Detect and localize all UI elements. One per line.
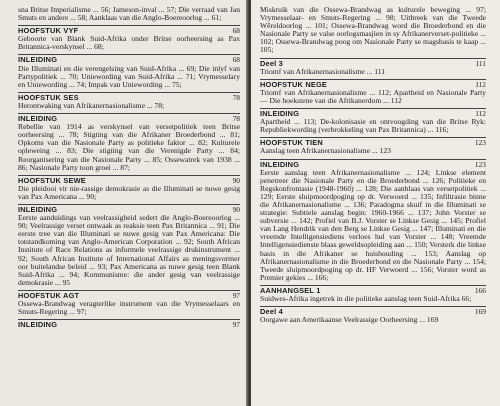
page-number: 68 [232,55,240,65]
page-number: 78 [232,114,240,124]
divider [260,58,486,59]
section-heading: INLEIDING [18,320,58,330]
section-heading: INLEIDING [18,204,58,214]
left-section-2 [18,54,240,88]
section-heading: INLEIDING [18,55,58,65]
left-section-3 [18,92,240,110]
section-heading: INLEIDING [260,159,300,169]
left-page [0,0,248,406]
right-section-4 [260,137,486,155]
page-number: 97 [232,320,240,330]
left-section-7 [18,290,240,316]
section-body: Herontwaking van Afrikanernasionalisme ... 78; [18,100,165,110]
right-top-text: Miskruik van die Ossewa-Brandwag as kulturele beweging ... 97; Vrymesselaar- en Smuts-Regering ... 98; Uitbreek van die Tweede Wêreldoorlog ... 101; Ossewa-Brandwag word die Broederbond en die Nasionale Party se valse oorlogsmasjien in sy Afrikanerverset-politieke ... 102; Ossewa-Brandwag poog om Nasionale Party se magsbasis te kaap ... 105; [260,5,486,55]
section-body: Ossewa-Brandwag veragterlike instrument van die Vrymesselaars en Smuts-Regering ... 97; [18,299,240,317]
section-heading: INLEIDING [18,114,58,124]
section-body: Eerste aanduidings van veelrassigheid sedert die Anglo-Boereoorlog ... 90; Veelrassige verset ontwaak as reaksie teen Pax Britannica ... 91; Die eerste tree van die Illuminati se nuwe gesig van Pax Americana: Die totstandkoming van Anglo-American Corporation ... 92; South African Institute of Race Relations as informele veelrassige drukinstrument ... 92; South African Institute of International Affairs as meningsvormer oor buitelandse beleid ... 93; Pax Americana as nuwe gesig teen Blank Suid-Afrika ... 94; Kommunisme: die ander gesig van veelrassige demokrasie ... 95 [18,213,240,287]
left-section-1 [18,25,240,51]
left-top-text: sna Britse Imperialisme ... 56; Jameson-inval ... 57; Die verraad van Jan Smuts en andere ... 58; Aanklaas van die Anglo-Boereoorlog ... 61; [18,5,240,23]
section-heading: Deel 3 [260,58,283,68]
right-section-1 [260,58,486,76]
section-heading: HOOFSTUK VYF [18,26,79,36]
page-number: 97 [232,290,240,300]
section-body: Suidwes-Afrika ingetrek in die politieke aanslag teen Suid-Afrika 66; [260,294,472,303]
left-section-8 [18,319,240,329]
divider [260,306,486,307]
right-section-5 [260,159,486,282]
section-body: Triomf van Afrikanernasionalisme ... 111 [260,66,386,76]
section-body: Triomf van Afrikanernasionalisme ... 112; Apartheid en Nasionale Party — Die hoekstene van die Afrikanerdom ... 112 [260,87,486,105]
right-section-3 [260,108,486,134]
right-section-7 [260,306,486,324]
page-number: 123 [474,138,486,148]
page-number: 78 [232,92,240,102]
section-heading: HOOFSTUK SES [18,92,79,102]
section-body: Apartheid ... 113; De-kolonisasie en ontvoogding van die Britse Ryk: Republiekwording (verbrokkeling van Pax Britannica) ... 116; [260,117,486,135]
page-number: 111 [475,58,486,68]
page-number: 166 [474,285,486,295]
page-number: 169 [474,307,486,317]
section-body: Rebellie van 1914 as verskynsel van versetpolitiek teen Britse oorheersing ... 78; Stigting van die Afrikaner Broederbond ... 81; Opkoms van die Nasionale Party as politieke faktor ... 82; Kulturele opleweing ... 83; Die stigting van die Verenigde Party ... 84; Reorganisering van die Nasionale Party ... 85; Ossewatrek van 1938 ... 86; Nasionale Party toon groei ... 87; [18,122,240,172]
right-page [251,0,500,406]
page-number: 112 [475,79,486,89]
section-heading: HOOFSTUK SEWE [18,175,86,185]
section-body: Eerste aanslag teen Afrikanernasionalisme ... 124; Linkse element penetreer die Nasionale Party en die Broederbond ... 126; Politieke en Regskonfrontasie (1948-1960) ... 128; Die aanblaas van versetpolitiek ... 129; Eerste sluipmoordpoging op dr. Verwoerd ... 135; Infiltrasie binne die Afrikanernasionalisme ... 136; Paradogma skuif in die Illuminati se strategie: Subtiele aanslag begin: 1960-1966 ... 137; John Vorster se subversie ... 142; Profiel van B.J. Vorster se Linkse Gesig ... 145; Profiel van Lang Hendrik van den Berg se Linkse Gesig ... 147; Illuminati en die vreemde Intelligensiediens verloes hul van Vorster ... 148; Vreemde Intelligensiedienste blaas geweldsopleiding aan ... 150; Versterk die linkse basis in die Afrikaner se huishouding ... 153; Aanslag op Afrikanernasionalisme in die Broederbond en die Nasionale Party ... 154; Tweede sluipmoordpoging op dr. HF Verwoerd ... 156; Vorster word as Premier gekies ... 166; [260,167,486,282]
page-number: 123 [474,159,486,169]
section-body: Die pleidooi vir nie-rassige demokrasie as die Illuminati se nuwe gesig van Pax Americana ... 90; [18,183,240,201]
section-heading: HOOFSTUK TIEN [260,138,323,148]
right-section-6 [260,285,486,303]
section-heading: INLEIDING [260,109,300,119]
left-section-4 [18,113,240,172]
page-number: 68 [232,26,240,36]
page-number: 90 [232,175,240,185]
section-heading: Deel 4 [260,307,283,317]
section-body: Aanslag teen Afrikanernasionalisme ... 123 [260,146,391,156]
page-number: 112 [475,109,486,119]
section-body: Geboorte van Blank Suid-Afrika onder Britse oorheersing as Pax Britannica-verskynsel ... 68; [18,34,240,52]
section-heading: HOOFSTUK AGT [18,290,80,300]
section-body: Oorgawe aan Amerikaanse Veelrassige Oorheersing ... 169 [260,315,439,325]
left-section-5 [18,175,240,201]
right-section-2 [260,79,486,105]
section-heading: AANHANGSEL 1 [260,285,321,295]
left-section-6 [18,204,240,287]
section-body: Die Illuminati en die verengelsing van Suid-Afrika ... 69; Die inlyf van Partypolitiek ... 70; Uniewording van Suid-Afrika ... 71; Vrymesselary en Uniewording ... 74; Impak van Uniewording ... 75; [18,63,240,89]
page-number: 90 [232,204,240,214]
section-heading: HOOFSTUK NEGE [260,79,328,89]
